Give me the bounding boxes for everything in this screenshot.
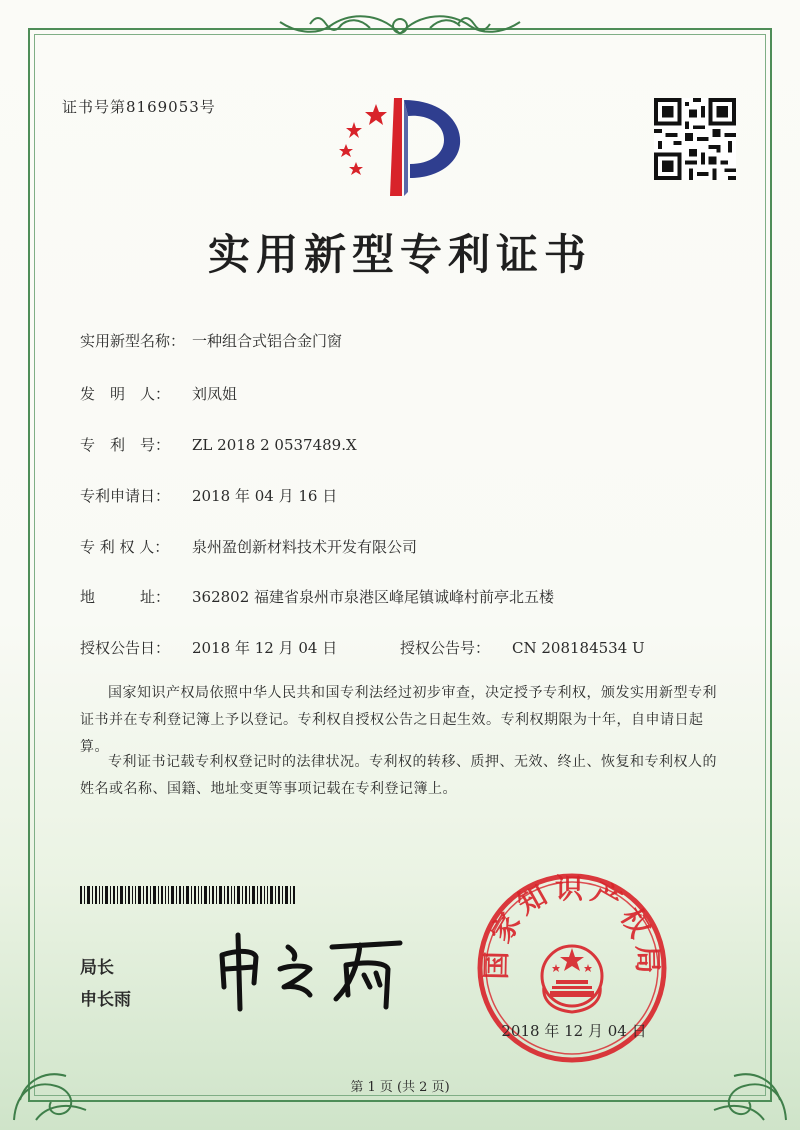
cnipa-logo bbox=[332, 92, 472, 202]
field-label: 发 明 人： bbox=[80, 385, 171, 403]
seal-date: 2018 年 12 月 04 日 bbox=[501, 1022, 647, 1040]
qr-code bbox=[654, 98, 736, 180]
field-grant-date bbox=[80, 637, 337, 658]
field-value: CN 208184534 U bbox=[512, 639, 645, 657]
director-name: 申长雨 bbox=[80, 990, 131, 1010]
field-label: 授权公告日： bbox=[80, 639, 171, 657]
field-patent-number bbox=[80, 434, 357, 455]
field-value: 刘凤姐 bbox=[192, 385, 238, 403]
document-title: 实用新型专利证书 bbox=[207, 230, 592, 279]
field-label: 地 址： bbox=[80, 588, 171, 606]
field-label: 专利申请日： bbox=[80, 487, 171, 505]
seal-text: 国家知识产权局 bbox=[479, 871, 665, 980]
page-number: 第 1 页 (共 2 页) bbox=[350, 1080, 450, 1095]
legal-status-paragraph: 专利证书记载专利权登记时的法律状况。专利权的转移、质押、无效、终止、恢复和专利权人的姓名或名称、国籍、地址变更等事项记载在专利登记簿上。 bbox=[80, 754, 717, 797]
field-label: 专 利 号： bbox=[80, 436, 171, 454]
director-signature bbox=[210, 925, 410, 1015]
certificate-number: 证书号第8169053号 bbox=[62, 98, 216, 116]
field-label: 专 利 权 人： bbox=[80, 538, 170, 556]
field-patentee bbox=[80, 536, 417, 557]
top-ornament bbox=[270, 4, 530, 44]
field-label: 授权公告号： bbox=[400, 639, 491, 657]
field-value: ZL 2018 2 0537489.X bbox=[192, 436, 357, 454]
field-value: 2018 年 04 月 16 日 bbox=[192, 487, 338, 505]
field-announcement-number bbox=[400, 637, 645, 658]
field-utility-model-name bbox=[80, 330, 342, 351]
field-value: 一种组合式铝合金门窗 bbox=[192, 332, 343, 350]
field-label: 实用新型名称： bbox=[80, 332, 186, 350]
director-title: 局长 bbox=[80, 958, 114, 978]
field-inventor bbox=[80, 383, 237, 404]
barcode bbox=[80, 886, 296, 904]
field-value: 362802 福建省泉州市泉港区峰尾镇诚峰村前亭北五楼 bbox=[192, 588, 555, 606]
field-address bbox=[80, 586, 554, 607]
field-value: 泉州盈创新材料技术开发有限公司 bbox=[192, 538, 418, 556]
field-application-date bbox=[80, 485, 337, 506]
field-value: 2018 年 12 月 04 日 bbox=[192, 639, 338, 657]
grant-statement-paragraph: 国家知识产权局依照中华人民共和国专利法经过初步审查，决定授予专利权，颁发实用新型专利证书并在专利登记簿上予以登记。专利权自授权公告之日起生效。专利权期限为十年，自申请日起算。 bbox=[80, 685, 717, 755]
